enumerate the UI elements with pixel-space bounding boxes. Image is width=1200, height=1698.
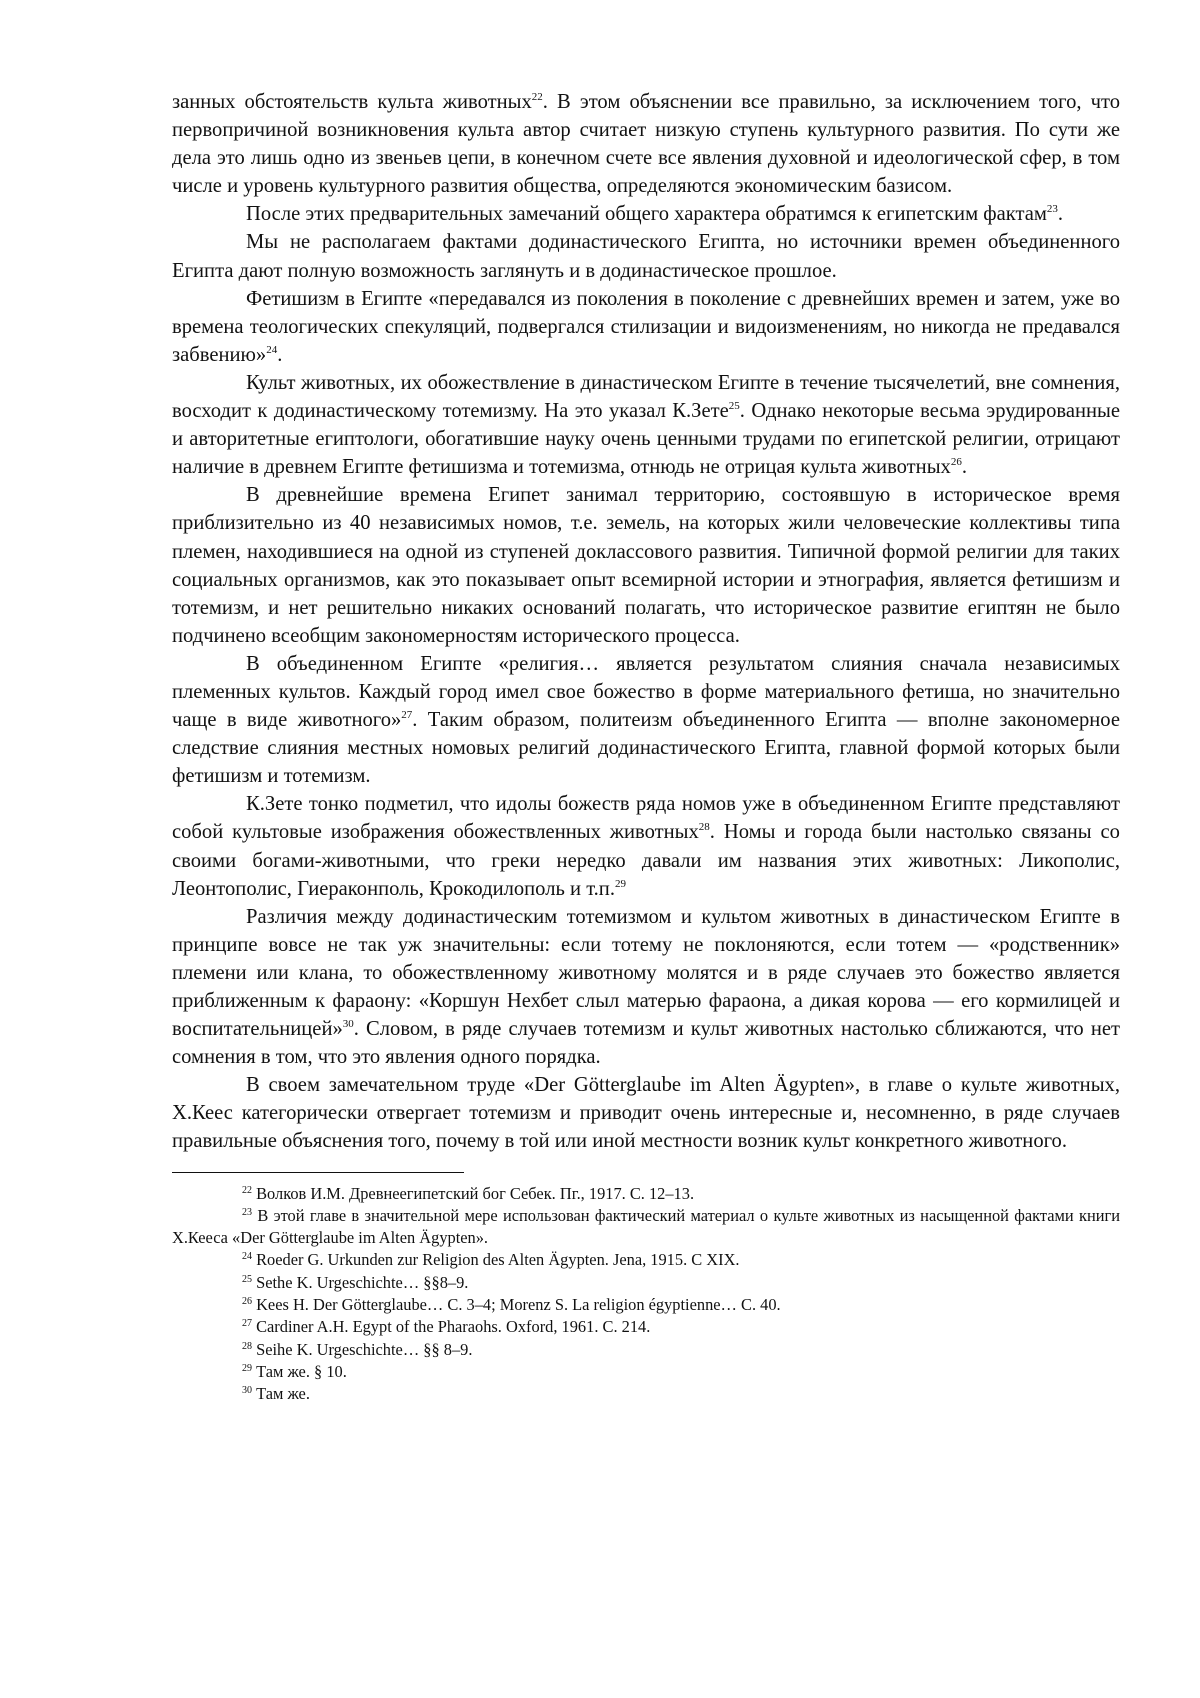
document-page <box>172 88 1120 1406</box>
footnote <box>172 1383 1120 1405</box>
paragraph-text: В объединенном Египте «религия… является результатом слияния сначала независимых племенных культов. Каждый город имел свое божество в форме материального фетиша, но значительно чаще в виде животного» <box>172 652 1120 732</box>
footnote <box>172 1205 1120 1250</box>
footnote-reference[interactable]: 28 <box>698 821 710 834</box>
footnote-number: 22 <box>242 1184 252 1196</box>
footnote-number: 28 <box>242 1340 252 1352</box>
paragraph <box>172 650 1120 790</box>
paragraph <box>172 88 1120 200</box>
footnote-text: Kees H. Der Götterglaube… C. 3–4; Morenz S. La religion égyptienne… C. 40. <box>252 1295 781 1315</box>
footnote-text: Seihe K. Urgeschichte… §§ 8–9. <box>252 1339 473 1359</box>
footnote-reference[interactable]: 26 <box>950 456 962 469</box>
footnote-reference[interactable]: 27 <box>401 709 413 722</box>
paragraph-text: . <box>1057 203 1064 226</box>
paragraph-text: Фетишизм в Египте «передавался из поколения в поколение с древнейших времен и затем, уже во времена теологических спекуляций, подвергался стилизации и видоизменениям, но никогда не предавался забвению» <box>172 287 1120 366</box>
paragraph-text: Мы не располагаем фактами додинастического Египта, но источники времен объединенного Египта дают полную возможность заглянуть и в додинастическое прошлое. <box>172 231 1120 282</box>
footnote-number: 30 <box>242 1385 252 1397</box>
paragraph-text: . Номы и города были настолько связаны со своими богами-животными, что греки нередко давали им названия этих животных: Ликополис, Леонтополис, Гиераконполь, Крокодилополь и т.п. <box>172 821 1120 900</box>
paragraph-text: . Таким образом, политеизм объединенного Египта — вполне закономерное следствие слияния местных номовых религий додинастического Египта, главной формой которых были фетишизм и тотемизм. <box>172 709 1120 788</box>
paragraph-text: . Однако некоторые весьма эрудированные и авторитетные египтологи, обогатившие науку очень ценными трудами по египетской религии, отрицают наличие в древнем Египте фетишизма и тотемизма, отнюдь не отрицая культа животных <box>172 400 1121 479</box>
footnote-reference[interactable]: 30 <box>342 1018 354 1031</box>
paragraph-text: К.Зете тонко подметил, что идолы божеств ряда номов уже в объединенном Египте представляют собой культовые изображения обожествленных животных <box>172 793 1120 844</box>
paragraph-text: Различия между додинастическим тотемизмом и культом животных в династическом Египте в принципе вовсе не так уж значительны: если тотему не поклоняются, если тотем — «родственник» племени или клана, то обожествленному животному молятся и в ряде случаев это божество является приближенным к фараону: «Коршун Нехбет слыл матерью фараона, а дикая корова — его кормилицей и воспитательницей» <box>172 905 1120 1041</box>
paragraph <box>172 369 1120 481</box>
paragraph <box>172 790 1120 902</box>
footnote-text: Roeder G. Urkunden zur Religion des Alten Ägypten. Jena, 1915. C XIX. <box>252 1250 740 1270</box>
footnote <box>172 1361 1120 1383</box>
footnote-text: Cardiner A.H. Egypt of the Pharaohs. Oxford, 1961. C. 214. <box>252 1317 651 1337</box>
footnote <box>172 1183 1120 1205</box>
paragraph-text: . Словом, в ряде случаев тотемизм и культ животных настолько сближаются, что нет сомнения в том, что это явления одного порядка. <box>172 1018 1120 1069</box>
footnote-text: Sethe K. Urgeschichte… §§8–9. <box>252 1272 469 1292</box>
footnote-text: Там же. <box>252 1384 310 1404</box>
footnote-reference[interactable]: 25 <box>728 400 740 413</box>
footnote-text: В этой главе в значительной мере использован фактический материал о культе животных из насыщенной фактами книги Х.Кееса «Der Götterglaube im Alten Ägypten». <box>172 1205 1120 1248</box>
paragraph-text: В древнейшие времена Египет занимал территорию, состоявшую в историческое время приблизительно из 40 независимых номов, т.е. земель, на которых жили человеческие коллективы типа племен, находившиеся на одной из ступеней доклассового развития. Типичной формой религии для таких социальных организмов, как это показывает опыт всемирной истории и этнография, является фетишизм и тотемизм, и нет решительно никаких оснований полагать, что историческое развитие египтян не было подчинено всеобщим закономерностям исторического процесса. <box>172 484 1120 647</box>
paragraph <box>172 285 1120 369</box>
paragraph-text: . В этом объяснении все правильно, за исключением того, что первопричиной возникновения культа автор считает низкую ступень культурного развития. По сути же дела это лишь одно из звеньев цепи, в конечном счете все явления духовной и идеологической сфер, в том числе и уровень культурного развития общества, определяются экономическим базисом. <box>172 91 1120 198</box>
paragraph <box>172 903 1120 1072</box>
footnote-reference[interactable]: 23 <box>1046 203 1058 216</box>
paragraph-text: . <box>277 343 283 366</box>
footnote <box>172 1339 1120 1361</box>
footnote-separator <box>172 1172 464 1173</box>
footnote <box>172 1294 1120 1316</box>
paragraph-text: После этих предварительных замечаний общего характера обратимся к египетским фактам <box>246 203 1047 226</box>
footnote <box>172 1249 1120 1271</box>
paragraph <box>172 200 1120 228</box>
paragraph-text: В своем замечательном труде «Der Götterglaube im Alten Ägypten», в главе о культе животных, Х.Кеес категорически отвергает тотемизм и приводит очень интересные и, несомненно, в ряде случаев правильные объяснения того, почему в той или иной местности возник культ конкретного животного. <box>172 1074 1120 1153</box>
footnote-number: 24 <box>242 1251 252 1263</box>
footnote-text: Там же. § 10. <box>252 1361 347 1381</box>
paragraph-text: . <box>961 456 967 479</box>
footnote-number: 25 <box>242 1273 252 1285</box>
main-text <box>172 88 1120 1156</box>
footnote-number: 27 <box>242 1318 252 1330</box>
footnote-number: 29 <box>242 1362 252 1374</box>
paragraph-text: Культ животных, их обожествление в династическом Египте в течение тысячелетий, вне сомнения, восходит к додинастическому тотемизму. На это указал К.Зете <box>172 371 1120 423</box>
footnote <box>172 1272 1120 1294</box>
footnotes-section <box>172 1183 1120 1406</box>
paragraph <box>172 1071 1120 1155</box>
footnote-text: Волков И.М. Древнеегипетский бог Себек. Пг., 1917. С. 12–13. <box>252 1183 695 1203</box>
paragraph-text: занных обстоятельств культа животных <box>172 91 532 113</box>
paragraph <box>172 228 1120 284</box>
footnote-number: 26 <box>242 1296 252 1308</box>
footnote-reference[interactable]: 22 <box>531 91 543 103</box>
footnote-reference[interactable]: 24 <box>266 343 278 356</box>
footnote <box>172 1316 1120 1338</box>
footnote-number: 23 <box>242 1206 252 1218</box>
paragraph <box>172 481 1120 650</box>
footnote-reference[interactable]: 29 <box>614 877 626 890</box>
